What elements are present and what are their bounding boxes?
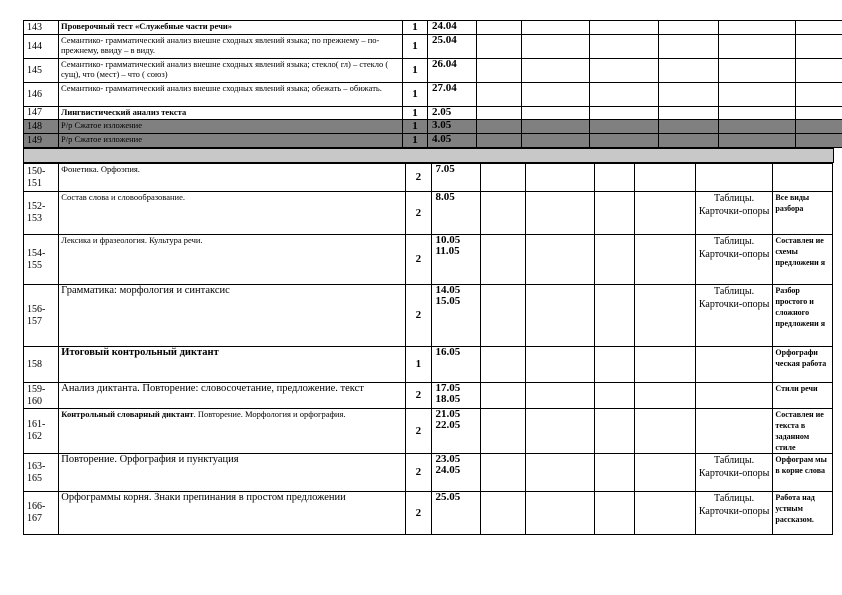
empty-cell [719,120,796,134]
lesson-hours [403,107,428,120]
empty-cell [659,59,719,83]
lesson-resources-text: Таблицы. Карточки-опоры [698,493,770,517]
lesson-hours-text: 1 [412,106,418,119]
empty-cell [522,59,590,83]
lesson-topic-text: Семантико- грамматический анализ внешне сходных явлений языка; по прежнему – по-прежнему, ввиду – в виду. [61,35,380,55]
lesson-hours [406,164,431,192]
empty-cell [526,192,595,235]
lesson-activity [773,235,833,285]
lesson-resources [695,192,773,235]
empty-cell [526,235,595,285]
lesson-hours-text: 1 [412,134,418,146]
lesson-activity [773,454,833,492]
lesson-date [428,120,477,134]
lesson-hours [406,492,431,535]
table-row [24,83,842,107]
empty-cell [719,35,796,59]
lesson-date [428,83,477,107]
lesson-activity [773,492,833,535]
lesson-number-text: 154-155 [27,247,46,271]
lesson-topic [59,35,403,59]
lesson-activity-text: Составлен ие схемы предложени я [775,236,826,267]
empty-cell [526,164,595,192]
lesson-hours-text: 1 [412,88,418,100]
lesson-hours [406,454,431,492]
empty-cell [590,83,659,107]
lesson-date [431,409,480,454]
lesson-date [428,21,477,35]
table-row [24,492,833,535]
empty-cell [594,454,634,492]
lesson-resources [695,409,773,454]
table-row [24,120,842,134]
lesson-number [24,347,59,383]
lesson-date-text: 14.05 [435,284,461,296]
lesson-date-text: 17.05 [435,382,461,394]
empty-cell [594,192,634,235]
empty-cell [594,285,634,347]
lesson-topic-text: Лексика и фразеология. Культура речи. [61,235,203,245]
empty-cell [796,107,842,120]
table-row [24,107,842,120]
lesson-topic [59,383,406,409]
empty-cell [526,409,595,454]
empty-cell [594,492,634,535]
lesson-hours [406,409,431,454]
lesson-date [428,107,477,120]
empty-cell [526,347,595,383]
lesson-date-text: 2.05 [432,106,452,118]
lesson-date-text: 23.05 [435,453,461,465]
lesson-topic-text: Проверочный тест «Служебные части речи» [61,21,233,31]
empty-cell [480,454,525,492]
lesson-hours-text: 2 [415,206,422,219]
empty-cell [659,35,719,59]
lesson-hours-text: 2 [415,389,422,401]
lesson-number [24,409,59,454]
lesson-date [431,383,480,409]
lesson-topic-text: Р/р Сжатое изложение [61,134,143,144]
lesson-number-text: 161-162 [27,419,46,442]
lesson-number-text: 152-153 [27,201,46,224]
lesson-date-text: 22.05 [435,419,461,431]
empty-cell [719,83,796,107]
lesson-date-text: 16.05 [435,346,461,358]
empty-cell [477,120,522,134]
lesson-date [431,164,480,192]
empty-cell [594,164,634,192]
lesson-topic-text: Анализ диктанта. Повторение: словосочетание, предложение. текст [61,383,364,394]
lesson-hours [406,192,431,235]
lesson-activity [773,409,833,454]
table-row [24,134,842,148]
table-row [24,192,833,235]
lesson-plan-sheet [23,20,833,535]
lesson-table-part2 [23,163,833,535]
lesson-number-text: 158 [27,358,42,370]
lesson-hours-text: 1 [412,21,418,33]
lesson-activity-text: Составлен ие текста в заданном стиле [775,410,824,452]
empty-cell [590,21,659,35]
lesson-date [431,347,480,383]
lesson-resources-text: Таблицы. Карточки-опоры [698,236,770,260]
lesson-activity-text: Разбор простого и сложного предложени я [775,286,826,328]
empty-cell [719,21,796,35]
empty-cell [480,492,525,535]
lesson-topic [59,21,403,35]
lesson-topic [59,164,406,192]
lesson-resources [695,235,773,285]
lesson-number-text: 159-160 [27,383,46,407]
lesson-hours [406,383,431,409]
lesson-activity [773,347,833,383]
empty-cell [522,107,590,120]
lesson-number-text: 166-167 [27,501,46,524]
lesson-number-text: 163-165 [27,460,46,484]
lesson-topic-bold-text: Контрольный словарный диктант [61,409,194,419]
empty-cell [594,383,634,409]
lesson-topic-text: Семантико- грамматический анализ внешне сходных явлений языка; обежать – обижать. [61,83,382,93]
lesson-resources-text: Таблицы. Карточки-опоры [698,193,770,217]
lesson-date-text: 15.05 [435,295,461,307]
lesson-date-text: 24.04 [432,20,457,32]
empty-cell [477,59,522,83]
table-row [24,409,833,454]
lesson-number [24,383,59,409]
lesson-topic [59,192,406,235]
table-row [24,285,833,347]
lesson-hours-text: 1 [412,64,418,76]
lesson-topic-text: Орфограммы корня. Знаки препинания в простом предложении [61,492,346,503]
lesson-date [431,492,480,535]
lesson-topic-text: Фонетика. Орфоэпия. [61,164,140,174]
lesson-hours-text: 2 [415,424,422,437]
lesson-number [24,134,59,148]
lesson-activity [773,383,833,409]
lesson-hours [403,21,428,35]
lesson-topic [59,107,403,120]
empty-cell [635,192,696,235]
lesson-number [24,120,59,134]
lesson-hours-text: 2 [415,466,422,478]
lesson-topic [59,59,403,83]
lesson-number [24,454,59,492]
lesson-number [24,492,59,535]
lesson-resources [695,285,773,347]
empty-cell [659,134,719,148]
lesson-date-text: 24.05 [435,464,461,476]
empty-cell [590,107,659,120]
lesson-number-text: 148 [27,120,42,132]
lesson-topic [59,492,406,535]
lesson-activity-text: Все виды разбора [775,193,810,213]
table-row [24,21,842,35]
lesson-date [428,59,477,83]
empty-cell [635,409,696,454]
lesson-number-text: 150-151 [27,165,46,189]
lesson-number-text: 144 [27,40,42,52]
lesson-hours [406,347,431,383]
lesson-hours-text: 1 [412,40,418,52]
lesson-date-text: 3.05 [432,119,452,131]
empty-cell [477,107,522,120]
table-row [24,59,842,83]
lesson-resources-text: Таблицы. Карточки-опоры [698,455,770,479]
lesson-date-text: 10.05 [435,234,461,246]
lesson-hours [403,35,428,59]
lesson-resources [695,347,773,383]
table-row [24,35,842,59]
empty-cell [477,21,522,35]
empty-cell [659,107,719,120]
lesson-topic-text: . Повторение. Морфология и орфография. [193,409,346,419]
empty-cell [635,454,696,492]
lesson-date-text: 18.05 [435,393,461,405]
lesson-hours-text: 2 [415,171,422,183]
lesson-number [24,107,59,120]
lesson-date [431,285,480,347]
lesson-hours [403,120,428,134]
empty-cell [522,83,590,107]
lesson-number [24,83,59,107]
empty-cell [480,409,525,454]
lesson-topic [59,454,406,492]
lesson-hours [403,83,428,107]
lesson-activity [773,164,833,192]
lesson-topic [59,409,406,454]
lesson-hours-text: 1 [412,120,418,132]
lesson-topic-text: Грамматика: морфология и синтаксис [61,285,230,296]
lesson-date-text: 7.05 [435,163,455,175]
lesson-date-text: 25.04 [432,34,457,46]
empty-cell [480,347,525,383]
lesson-number [24,21,59,35]
lesson-topic-text: Р/р Сжатое изложение [61,120,143,130]
empty-cell [477,35,522,59]
empty-cell [480,192,525,235]
lesson-topic [59,347,406,383]
lesson-number-text: 143 [27,21,42,33]
empty-cell [719,134,796,148]
lesson-topic-text: Итоговый контрольный диктант [61,347,219,358]
empty-cell [635,347,696,383]
lesson-activity-text: Орфограм мы в корне слова [775,455,827,475]
lesson-number [24,35,59,59]
empty-cell [522,134,590,148]
empty-cell [594,347,634,383]
lesson-date [431,235,480,285]
empty-cell [719,107,796,120]
lesson-resources [695,454,773,492]
lesson-date-text: 8.05 [435,191,455,203]
lesson-number [24,164,59,192]
lesson-number-text: 147 [27,107,42,118]
lesson-hours-text: 1 [415,358,422,370]
lesson-number [24,285,59,347]
table-row [24,164,833,192]
lesson-number-text: 145 [27,64,42,76]
lesson-date [431,454,480,492]
empty-cell [526,285,595,347]
lesson-topic-text: Семантико- грамматический анализ внешне сходных явлений языка; стекло( гл) – стекло ( сущ), что (мест) – что ( союз) [61,59,389,79]
lesson-number-text: 149 [27,134,42,146]
empty-cell [796,59,842,83]
empty-cell [635,492,696,535]
empty-cell [635,235,696,285]
lesson-hours [406,235,431,285]
empty-cell [522,35,590,59]
lesson-date [428,134,477,148]
lesson-resources [695,164,773,192]
lesson-topic [59,285,406,347]
lesson-resources [695,383,773,409]
empty-cell [796,134,842,148]
lesson-topic-text: Состав слова и словообразование. [61,192,185,202]
empty-cell [590,35,659,59]
lesson-date-text: 4.05 [432,133,452,145]
lesson-hours-text: 2 [415,506,422,519]
empty-cell [659,21,719,35]
lesson-hours [406,285,431,347]
lesson-date-text: 27.04 [432,82,457,94]
section-separator [23,148,834,163]
empty-cell [635,383,696,409]
table-row [24,235,833,285]
lesson-topic [59,120,403,134]
lesson-activity-text: Стили речи [775,384,818,393]
empty-cell [522,120,590,134]
empty-cell [526,454,595,492]
table-row [24,383,833,409]
lesson-date-text: 25.05 [435,491,461,503]
lesson-activity [773,192,833,235]
empty-cell [590,59,659,83]
empty-cell [635,164,696,192]
lesson-hours-text: 2 [415,309,422,321]
empty-cell [480,235,525,285]
lesson-date [428,35,477,59]
empty-cell [796,120,842,134]
empty-cell [590,120,659,134]
empty-cell [522,21,590,35]
lesson-number [24,192,59,235]
table-row [24,454,833,492]
lesson-hours [403,59,428,83]
empty-cell [659,120,719,134]
lesson-number [24,59,59,83]
lesson-table-part1 [23,20,842,148]
empty-cell [477,83,522,107]
empty-cell [480,164,525,192]
empty-cell [796,21,842,35]
lesson-topic [59,83,403,107]
lesson-activity-text: Орфографи ческая работа [775,348,827,368]
empty-cell [594,409,634,454]
empty-cell [526,383,595,409]
lesson-resources-text: Таблицы. Карточки-опоры [698,286,770,310]
empty-cell [480,383,525,409]
empty-cell [477,134,522,148]
empty-cell [796,35,842,59]
lesson-topic [59,235,406,285]
lesson-date-text: 11.05 [435,245,460,257]
lesson-resources [695,492,773,535]
empty-cell [635,285,696,347]
lesson-number-text: 156-157 [27,303,46,327]
empty-cell [480,285,525,347]
table-row [24,347,833,383]
lesson-topic-text: Лингвистический анализ текста [61,107,187,117]
empty-cell [526,492,595,535]
lesson-number-text: 146 [27,88,42,100]
empty-cell [659,83,719,107]
lesson-activity-text: Работа над устным рассказом. [775,493,815,524]
lesson-date-text: 26.04 [432,58,457,70]
lesson-hours-text: 2 [415,253,422,265]
lesson-topic [59,134,403,148]
empty-cell [719,59,796,83]
empty-cell [590,134,659,148]
lesson-hours [403,134,428,148]
lesson-date [431,192,480,235]
lesson-date-text: 21.05 [435,408,461,420]
lesson-activity [773,285,833,347]
lesson-topic-text: Повторение. Орфография и пунктуация [61,454,239,465]
empty-cell [594,235,634,285]
empty-cell [796,83,842,107]
lesson-number [24,235,59,285]
